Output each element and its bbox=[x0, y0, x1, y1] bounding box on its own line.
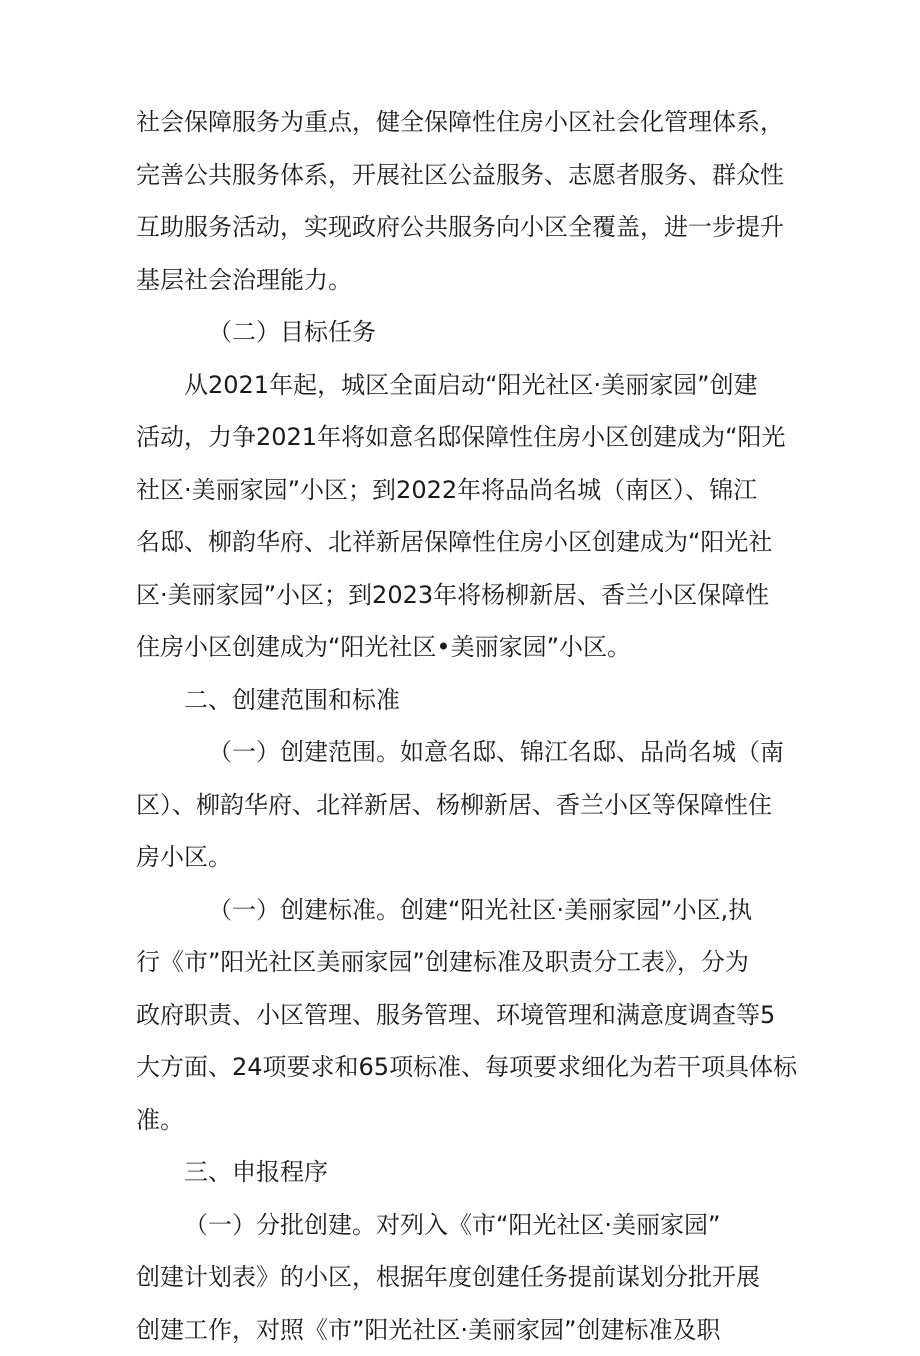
paragraph-line: 互助服务活动，实现政府公共服务向小区全覆盖，进一步提升 bbox=[136, 201, 796, 254]
paragraph-line: （一）分批创建。对列入《市“阳光社区·美丽家园” bbox=[136, 1199, 796, 1252]
paragraph-line: 创建工作，对照《市”阳光社区·美丽家园”创建标准及职 bbox=[136, 1304, 796, 1356]
paragraph-line: 房小区。 bbox=[136, 831, 796, 884]
paragraph-line: 社会保障服务为重点，健全保障性住房小区社会化管理体系， bbox=[136, 96, 796, 149]
paragraph-line: 基层社会治理能力。 bbox=[136, 254, 796, 307]
paragraph-line: 创建计划表》的小区，根据年度创建任务提前谋划分批开展 bbox=[136, 1251, 796, 1304]
paragraph-line: 活动，力争2021年将如意名邸保障性住房小区创建成为“阳光 bbox=[136, 411, 796, 464]
paragraph-line: 大方面、24项要求和65项标准、每项要求细化为若干项具体标 bbox=[136, 1041, 796, 1094]
section-heading: 三、申报程序 bbox=[136, 1146, 796, 1199]
section-heading: 二、创建范围和标准 bbox=[136, 674, 796, 727]
paragraph-line: 社区·美丽家园”小区；到2022年将品尚名城（南区）、锦江 bbox=[136, 464, 796, 517]
paragraph-line: （一）创建标准。创建“阳光社区·美丽家园”小区,执 bbox=[136, 884, 796, 937]
paragraph-line: 政府职责、小区管理、服务管理、环境管理和满意度调查等5 bbox=[136, 989, 796, 1042]
paragraph-line: （一）创建范围。如意名邸、锦江名邸、品尚名城（南 bbox=[136, 726, 796, 779]
paragraph-line: 名邸、柳韵华府、北祥新居保障性住房小区创建成为“阳光社 bbox=[136, 516, 796, 569]
paragraph-line: 行《市”阳光社区美丽家园”创建标准及职责分工表》，分为 bbox=[136, 936, 796, 989]
document-body bbox=[136, 96, 796, 1356]
paragraph-line: 从2021年起，城区全面启动“阳光社区·美丽家园”创建 bbox=[136, 359, 796, 412]
paragraph-line: 准。 bbox=[136, 1094, 796, 1147]
section-heading: （二）目标任务 bbox=[136, 306, 796, 359]
paragraph-line: 区）、柳韵华府、北祥新居、杨柳新居、香兰小区等保障性住 bbox=[136, 779, 796, 832]
paragraph-line: 区·美丽家园”小区；到2023年将杨柳新居、香兰小区保障性 bbox=[136, 569, 796, 622]
paragraph-line: 完善公共服务体系，开展社区公益服务、志愿者服务、群众性 bbox=[136, 149, 796, 202]
paragraph-line: 住房小区创建成为“阳光社区•美丽家园”小区。 bbox=[136, 621, 796, 674]
